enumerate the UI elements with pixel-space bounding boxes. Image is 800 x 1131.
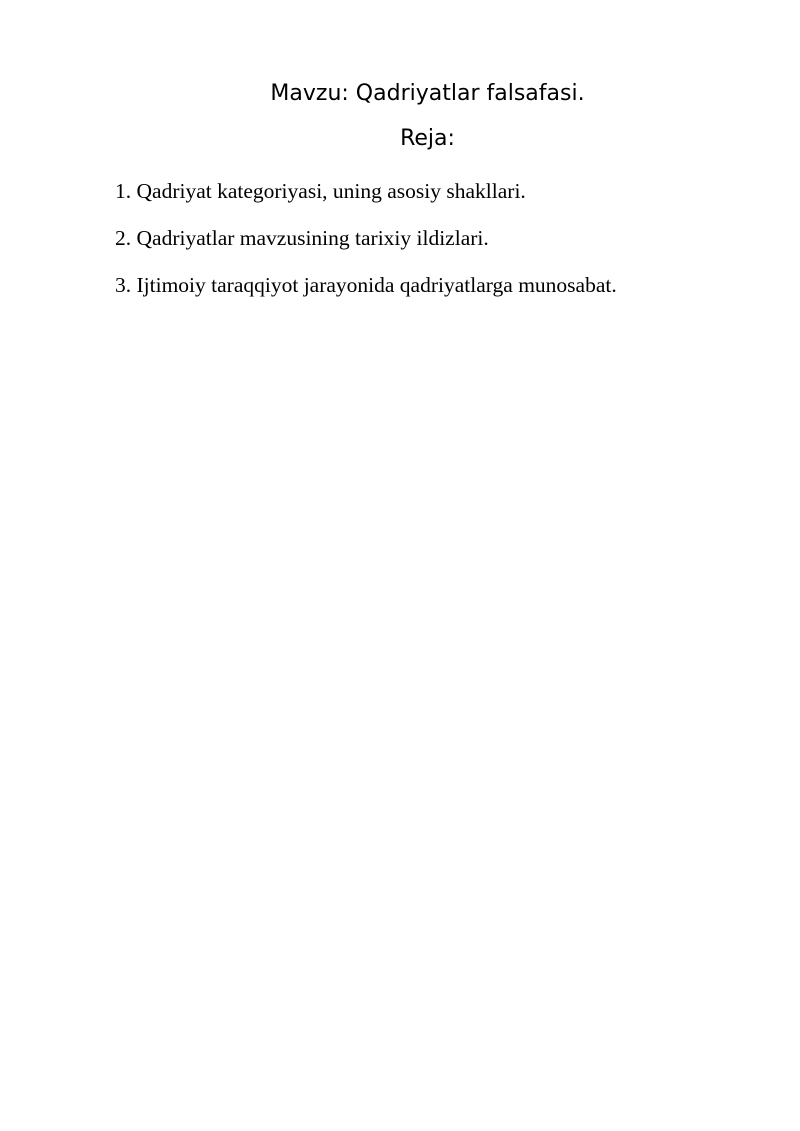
plan-item-3: 3. Ijtimoiy taraqqiyot jarayonida qadriyatlarga munosabat. — [115, 273, 617, 297]
plan-list — [115, 178, 617, 319]
plan-heading: Reja: — [400, 126, 455, 151]
document-title: Mavzu: Qadriyatlar falsafasi. — [270, 81, 585, 106]
plan-item-2: 2. Qadriyatlar mavzusining tarixiy ildizlari. — [115, 226, 489, 250]
plan-item-1: 1. Qadriyat kategoriyasi, uning asosiy shakllari. — [115, 179, 526, 203]
